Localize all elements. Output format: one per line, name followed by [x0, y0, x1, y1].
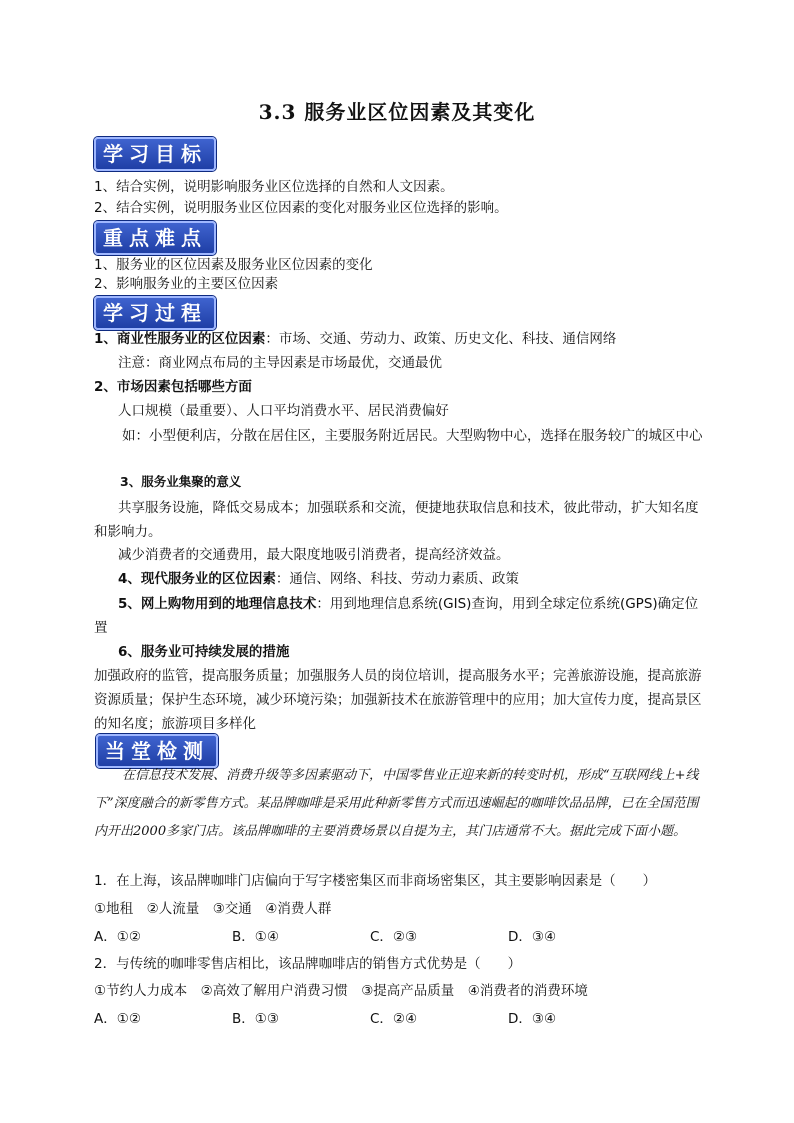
process-item-1-note: 注意：商业网点布局的主导因素是市场最优，交通最优: [118, 355, 442, 371]
badge-key-points: 重点难点: [94, 221, 216, 255]
question-1: 1．在上海，该品牌咖啡门店偏向于写字楼密集区而非商场密集区，其主要影响因素是（ ）: [94, 873, 657, 889]
page-title: 3.3 服务业区位因素及其变化: [258, 100, 536, 124]
option-b: B．①③: [232, 1011, 279, 1027]
process-item-6-head: 6、服务业可持续发展的措施: [118, 644, 290, 660]
badge-objectives: 学习目标: [94, 137, 216, 171]
option-d: D．③④: [508, 1011, 557, 1027]
process-item-1-head: 1、商业性服务业的区位因素: [94, 331, 266, 347]
objective-item: 1、结合实例，说明影响服务业区位选择的自然和人文因素。: [94, 179, 454, 195]
option-a: A．①②: [94, 1011, 141, 1027]
option-c: C．②④: [370, 1011, 418, 1027]
process-item-4: [118, 569, 738, 589]
process-item-2-text: 人口规模（最重要）、人口平均消费水平、居民消费偏好: [118, 403, 449, 419]
option-c: C．②③: [370, 929, 418, 945]
key-point-item: 2、影响服务业的主要区位因素: [94, 276, 279, 292]
process-item-1: [94, 329, 714, 349]
question-2: 2．与传统的咖啡零售店相比，该品牌咖啡店的销售方式优势是（ ）: [94, 956, 522, 972]
process-item-5-head: 5、网上购物用到的地理信息技术: [118, 596, 317, 612]
process-item-1-text: ：市场、交通、劳动力、政策、历史文化、科技、通信网络: [265, 331, 617, 347]
process-item-2-example: 如：小型便利店，分散在居住区，主要服务附近居民。大型购物中心，选择在服务较广的城区中心: [122, 428, 703, 444]
option-b: B．①④: [232, 929, 279, 945]
process-item-5: [94, 592, 704, 640]
badge-process: 学习过程: [94, 296, 216, 330]
process-item-5-text: ：用到地理信息系统(GIS)查询，用到全球定位系统(GPS)确定位置: [94, 596, 699, 636]
process-item-3-text1: 共享服务设施，降低交易成本；加强联系和交流，便捷地获取信息和技术，彼此带动，扩大知名度和影响力。: [94, 500, 699, 540]
question-2-items: ①节约人力成本 ②高效了解用户消费习惯 ③提高产品质量 ④消费者的消费环境: [94, 983, 588, 999]
process-item-2-head: 2、市场因素包括哪些方面: [94, 379, 252, 395]
badge-test: 当堂检测: [96, 734, 218, 768]
process-item-4-head: 4、现代服务业的区位因素: [118, 571, 276, 587]
objective-item: 2、结合实例，说明服务业区位因素的变化对服务业区位选择的影响。: [94, 200, 508, 216]
option-a: A．①②: [94, 929, 141, 945]
process-item-6-text: 加强政府的监管，提高服务质量；加强服务人员的岗位培训，提高服务水平；完善旅游设施，提高旅游资源质量；保护生态环境，减少环境污染；加强新技术在旅游管理中的应用；加大宣传力度，提高景区的知名度；旅游项目多样化: [94, 668, 702, 732]
question-1-items: ①地租 ②人流量 ③交通 ④消费人群: [94, 901, 332, 917]
test-story: 在信息技术发展、消费升级等多因素驱动下，中国零售业正迎来新的转变时机，形成“互联网线上+线下”深度融合的新零售方式。某品牌咖啡是采用此种新零售方式而迅速崛起的咖啡饮品品牌，已在全国范围内开出2000多家门店。该品牌咖啡的主要消费场景以自提为主，其门店通常不大。据此完成下面小题。: [94, 768, 699, 839]
process-item-3-head: 3、服务业集聚的意义: [120, 474, 242, 489]
option-d: D．③④: [508, 929, 557, 945]
key-point-item: 1、服务业的区位因素及服务业区位因素的变化: [94, 257, 373, 273]
process-item-4-text: ：通信、网络、科技、劳动力素质、政策: [275, 571, 519, 587]
question-1-options: [94, 927, 714, 947]
process-item-3-text2: 减少消费者的交通费用，最大限度地吸引消费者，提高经济效益。: [118, 547, 510, 563]
question-2-options: [94, 1009, 714, 1029]
